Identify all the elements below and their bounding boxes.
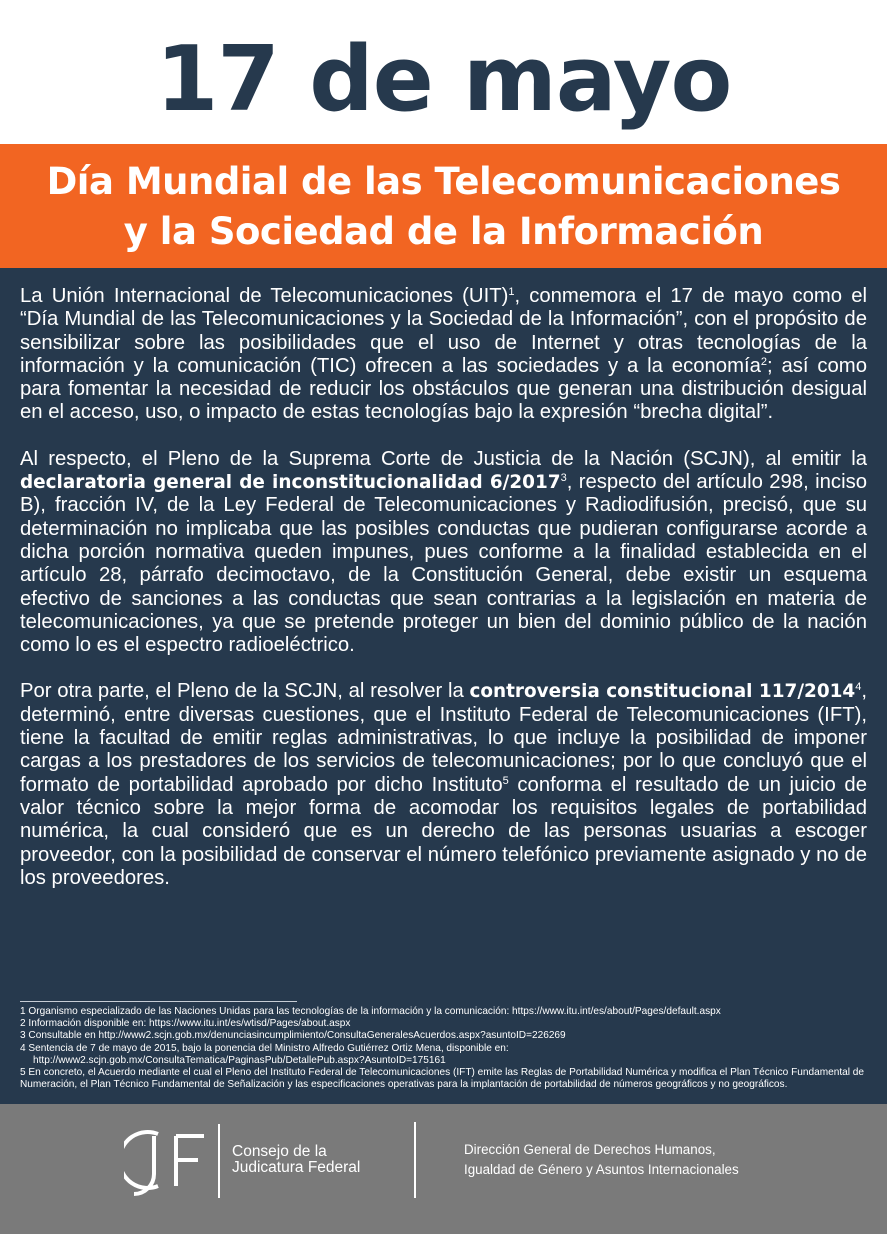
title-line-2: y la Sociedad de la Información — [123, 210, 764, 253]
footnote-5: 5 En concreto, el Acuerdo mediante el cual el Pleno del Instituto Federal de Telecomunicaciones (IFT) emite las Reglas de Portabilidad Numérica y modifica el Plan Técnico Fundamental de Numeración, el Plan Técnico Fundamental de Señalización y las especificaciones operativas para la implantación de portabilidad de números geográficos y no geográficos. — [20, 1067, 865, 1091]
footnote-3: 3 Consultable en http://www2.scjn.gob.mx/denunciasincumplimiento/ConsultaGeneralesAcuerdos.aspx?asuntoID=226269 — [20, 1030, 566, 1042]
paragraph-1-text-b: , conmemora el 17 de mayo como el “Día Mundial de las Telecomunicaciones y la Sociedad de la Información”, con el propósito de sensibilizar sobre las posibilidades que el uso de Internet y otras tecnologías de la información y la comunicación (TIC) ofrecen a las sociedades y a la economía — [20, 285, 867, 377]
footnote-2: 2 Información disponible en: https://www.itu.int/es/wtisd/Pages/about.aspx — [20, 1018, 351, 1030]
logo-divider — [218, 1124, 220, 1198]
footnote-ref-1: 1 — [508, 286, 515, 298]
footer-divider — [414, 1122, 416, 1198]
paragraph-3 — [20, 680, 867, 890]
cjf-logo-icon — [124, 1126, 208, 1206]
date-heading: 17 de mayo — [155, 27, 732, 132]
paragraph-2-bold: declaratoria general de inconstitucionalidad 6/2017 — [20, 472, 561, 494]
footnotes — [20, 1006, 870, 1091]
title-line-1: Día Mundial de las Telecomunicaciones — [46, 160, 841, 203]
direction-name — [464, 1140, 739, 1180]
footnote-ref-2: 2 — [760, 355, 767, 368]
header — [0, 0, 887, 144]
paragraph-1-text-c: ; así como para fomentar la necesidad de reducir los obstáculos que generan una distribución desigual en el acceso, uso, o impacto de estas tecnologías bajo la expresión “brecha digital”. — [20, 354, 867, 424]
paragraph-2 — [20, 448, 867, 658]
footnote-4-link: http://www2.scjn.gob.mx/ConsultaTematica/PaginasPub/DetallePub.aspx?AsuntoID=175161 — [33, 1054, 446, 1066]
org-name — [232, 1144, 360, 1176]
org-name-line-1: Consejo de la — [232, 1143, 327, 1160]
footer — [0, 1104, 887, 1234]
footnote-divider — [20, 1001, 297, 1002]
paragraph-3-text-b: , determinó, entre diversas cuestiones, que el Instituto Federal de Telecomunicaciones (IFT), tiene la facultad de emitir reglas administrativas, lo que incluye la posibilidad de imponer cargas a los prestadores de los servicios de telecomunicaciones; por lo que concluyó que el formato de portabilidad aprobado por dicho Instituto — [20, 680, 867, 796]
body-area — [0, 268, 887, 1104]
org-name-line-2: Judicatura Federal — [232, 1159, 361, 1176]
footnote-ref-5: 5 — [502, 774, 509, 787]
paragraph-2-text-b: , respecto del artículo 298, inciso B), fracción IV, de la Ley Federal de Telecomunicaciones y Radiodifusión, precisó, que su determinación no implicaba que las posibles conductas que pudieran configurarse acorde a dicha porción normativa queden impunes, pues conforme a la finalidad establecida en el artículo 28, párrafo decimoctavo, de la Constitución General, debe existir un esquema efectivo de sanciones a las conductas que sean contrarias a la legislación en materia de telecomunicaciones, ya que se pretende proteger un bien del dominio público de la nación como lo es el espectro radioeléctrico. — [20, 471, 867, 657]
footnote-ref-3: 3 — [560, 472, 567, 485]
body-text — [20, 285, 867, 913]
paragraph-3-text-c: conforma el resultado de un juicio de valor técnico sobre la mejor forma de acomodar los requisitos legales de portabilidad numérica, la cual consideró que es un derecho de las personas usuarias a escoger proveedor, con la posibilidad de conservar el número telefónico previamente asignado y no de los proveedores. — [20, 773, 867, 889]
paragraph-3-text-a: Por otra parte, el Pleno de la SCJN, al resolver la — [20, 680, 470, 703]
title-band — [0, 144, 887, 268]
paragraph-1-text-a: La Unión Internacional de Telecomunicaciones (UIT) — [20, 285, 509, 307]
direction-line-1: Dirección General de Derechos Humanos, — [464, 1142, 716, 1157]
footnote-1: 1 Organismo especializado de las Naciones Unidas para las tecnologías de la información y la comunicación: https://www.itu.int/es/about/Pages/default.aspx — [20, 1006, 721, 1017]
footnote-ref-4: 4 — [855, 681, 862, 694]
paragraph-1 — [20, 285, 867, 425]
paragraph-3-bold: controversia constitucional 117/2014 — [469, 681, 856, 703]
paragraph-2-text-a: Al respecto, el Pleno de la Suprema Corte de Justicia de la Nación (SCJN), al emitir la — [20, 447, 867, 470]
direction-line-2: Igualdad de Género y Asuntos Internacionales — [464, 1162, 739, 1177]
footnote-4: 4 Sentencia de 7 de mayo de 2015, bajo la ponencia del Ministro Alfredo Gutiérrez Ortiz Mena, disponible en: — [20, 1042, 509, 1054]
